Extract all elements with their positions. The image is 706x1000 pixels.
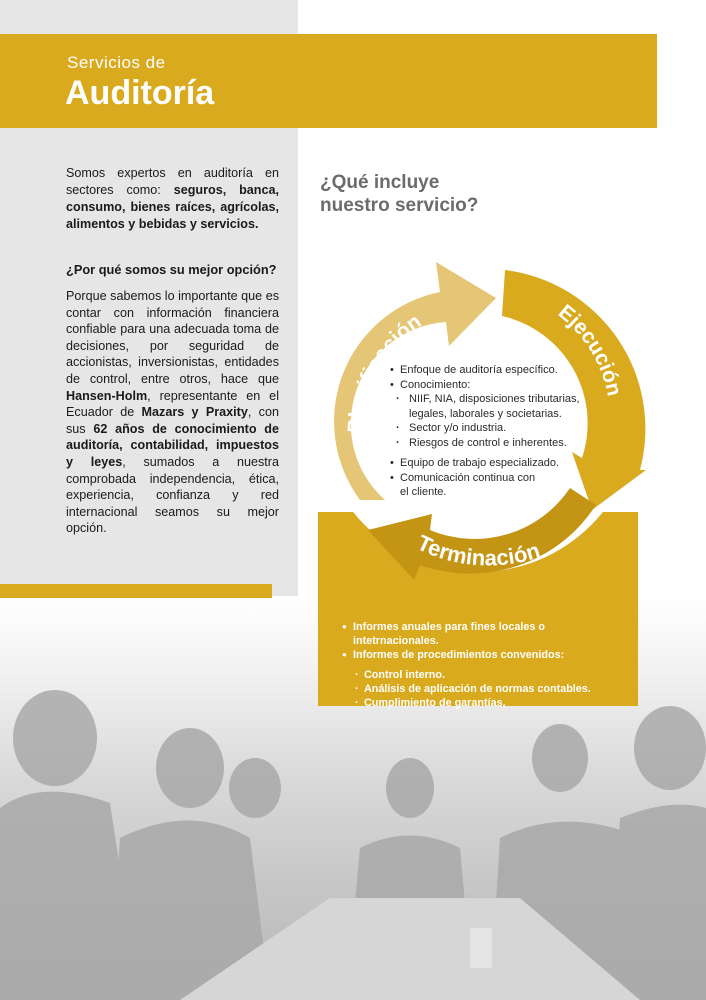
list-item: ● Informes anuales para fines locales o intetrnacionales. xyxy=(342,620,632,648)
intro-lead: Somos expertos en auditoría en sectores como: xyxy=(66,166,279,197)
why-paragraph xyxy=(66,288,279,537)
page-title: Auditoría xyxy=(65,74,215,112)
why-text-1: Porque sabemos lo importante que es contar con información financiera confiable para una adecuada toma de decisiones, por seguridad de accionistas, inversionistas, entidades de control, entre otros, hace que xyxy=(66,289,279,386)
why-text-3: , con sus xyxy=(66,405,279,436)
why-heading: ¿Por qué somos su mejor opción? xyxy=(66,262,277,277)
list-item: • Conocimiento: xyxy=(390,378,580,393)
execution-detail-list xyxy=(390,363,580,500)
why-text-4: , sumados a nuestra comprobada independencia, ética, experiencia, confianza y red internacional seamos su mejor opción. xyxy=(66,454,279,536)
list-item: • Comunicación continua con xyxy=(390,471,580,486)
list-item: • Enfoque de auditoría específico. xyxy=(390,363,580,378)
list-item: • Equipo de trabajo especializado. xyxy=(390,456,580,471)
header-subtitle: Servicios de xyxy=(67,53,166,72)
list-item: · Análisis de aplicación de normas contables. xyxy=(342,682,632,696)
list-item: · Control interno. xyxy=(342,668,632,682)
why-firm: Hansen-Holm xyxy=(66,388,148,403)
list-item: · Cumplimiento de garantías. xyxy=(342,696,632,710)
list-item: · NIIF, NIA, disposiciones tributarias, xyxy=(390,392,580,407)
list-item: · Riesgos de control e inherentes. xyxy=(390,436,580,451)
list-item: el cliente. xyxy=(400,486,447,498)
why-experience: 62 años de conocimiento de auditoría, contabilidad, impuestos y leyes xyxy=(66,421,279,469)
list-item: · Sector y/o industria. xyxy=(390,421,580,436)
service-question-line-2: nuestro servicio? xyxy=(320,195,479,216)
intro-paragraph xyxy=(66,165,279,233)
execution-label: Ejecución xyxy=(553,300,626,398)
planning-label: Planificación xyxy=(343,309,426,434)
why-text-2: , representante en el Ecuador de xyxy=(66,388,279,420)
list-item: legales, laborales y societarias. xyxy=(409,407,562,420)
intro-sectors: seguros, banca, consumo, bienes raíces, agrícolas, alimentos y bebidas y servicios. xyxy=(66,183,279,231)
completion-detail-list xyxy=(342,620,632,710)
left-gold-rule xyxy=(0,584,272,598)
completion-label: Terminación xyxy=(413,529,543,571)
why-partners: Mazars y Praxity xyxy=(141,405,248,420)
service-question xyxy=(320,171,540,217)
list-item: ● Informes de procedimientos convenidos: xyxy=(342,648,632,662)
service-question-line-1: ¿Qué incluye xyxy=(320,172,440,193)
